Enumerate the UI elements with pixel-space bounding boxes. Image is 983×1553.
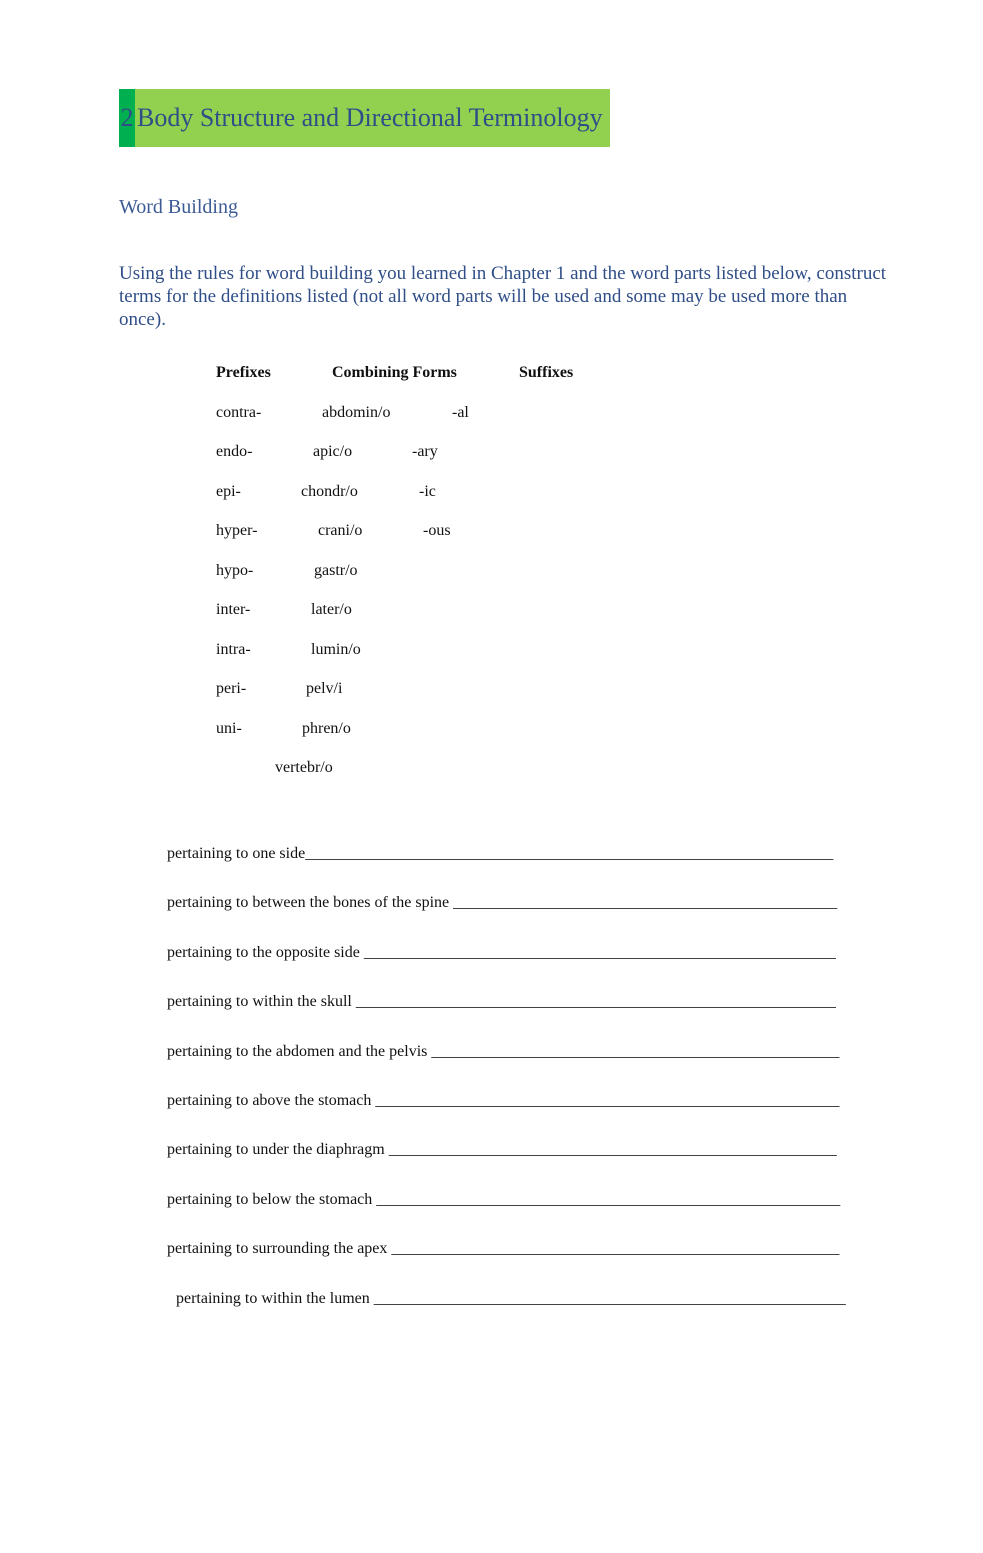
- prefix-item: endo-: [216, 443, 253, 460]
- definition-row: [167, 944, 836, 962]
- combining-form-item: gastr/o: [314, 562, 358, 579]
- prefix-item: hyper-: [216, 522, 258, 539]
- definition-text: pertaining to surrounding the apex: [167, 1240, 392, 1257]
- chapter-title: Body Structure and Directional Terminology: [137, 103, 603, 132]
- definition-text: pertaining to the opposite side: [167, 944, 364, 961]
- definition-row: [167, 993, 836, 1011]
- suffix-item: -ic: [419, 483, 436, 500]
- prefixes-header: Prefixes: [216, 364, 271, 381]
- chapter-header: [119, 89, 610, 147]
- combining-form-item: later/o: [311, 601, 352, 618]
- definition-text: pertaining to under the diaphragm: [167, 1141, 389, 1158]
- combining-form-item: chondr/o: [301, 483, 358, 500]
- prefix-item: intra-: [216, 641, 251, 658]
- suffix-item: -ary: [412, 443, 438, 460]
- prefix-item: contra-: [216, 404, 262, 421]
- prefix-item: peri-: [216, 680, 247, 697]
- definition-text: pertaining to within the lumen: [176, 1290, 374, 1307]
- answer-blank[interactable]: ___________________________________________________________: [363, 944, 836, 961]
- prefix-item: epi-: [216, 483, 241, 500]
- definition-text: pertaining to below the stomach: [167, 1191, 377, 1208]
- combining-form-item: apic/o: [313, 443, 353, 460]
- definition-row: [176, 1290, 846, 1308]
- prefix-item: hypo-: [216, 562, 254, 579]
- definition-row: [167, 1043, 839, 1061]
- prefix-item: uni-: [216, 720, 242, 737]
- suffix-item: -ous: [423, 522, 451, 539]
- definition-row: [167, 1191, 840, 1209]
- prefix-item: inter-: [216, 601, 251, 618]
- definition-row: [167, 894, 837, 912]
- instructions: Using the rules for word building you learned in Chapter 1 and the word parts listed below, construct terms for the definitions listed (not all word parts will be used and some may be used more than once).: [119, 263, 887, 330]
- answer-blank[interactable]: __________________________________________________________________: [305, 845, 834, 862]
- answer-blank[interactable]: ________________________________________________: [453, 894, 838, 911]
- answer-blank[interactable]: ___________________________________________________: [431, 1043, 840, 1060]
- section-title: Word Building: [119, 196, 238, 218]
- combining-form-item: lumin/o: [311, 641, 361, 658]
- definition-text: pertaining to one side: [167, 845, 306, 862]
- definition-text: pertaining to above the stomach: [167, 1092, 376, 1109]
- chapter-number: 2: [119, 89, 135, 147]
- answer-blank[interactable]: ____________________________________________________________: [355, 993, 836, 1010]
- answer-blank[interactable]: ___________________________________________________________: [373, 1290, 846, 1307]
- definition-row: [167, 1092, 839, 1110]
- definition-row: [167, 845, 833, 863]
- answer-blank[interactable]: __________________________________________________________: [375, 1092, 840, 1109]
- answer-blank[interactable]: __________________________________________________________: [376, 1191, 841, 1208]
- combining-forms-header: Combining Forms: [332, 364, 457, 381]
- combining-form-item: vertebr/o: [275, 759, 333, 776]
- definition-text: pertaining to within the skull: [167, 993, 356, 1010]
- combining-form-item: pelv/i: [306, 680, 343, 697]
- answer-blank[interactable]: ________________________________________________________: [388, 1141, 837, 1158]
- definition-row: [167, 1141, 837, 1159]
- suffix-item: -al: [452, 404, 469, 421]
- combining-form-item: phren/o: [302, 720, 351, 737]
- definition-text: pertaining to between the bones of the spine: [167, 894, 454, 911]
- answer-blank[interactable]: ________________________________________________________: [391, 1240, 840, 1257]
- definition-text: pertaining to the abdomen and the pelvis: [167, 1043, 432, 1060]
- combining-form-item: abdomin/o: [322, 404, 391, 421]
- definition-row: [167, 1240, 839, 1258]
- suffixes-header: Suffixes: [519, 364, 574, 381]
- combining-form-item: crani/o: [318, 522, 363, 539]
